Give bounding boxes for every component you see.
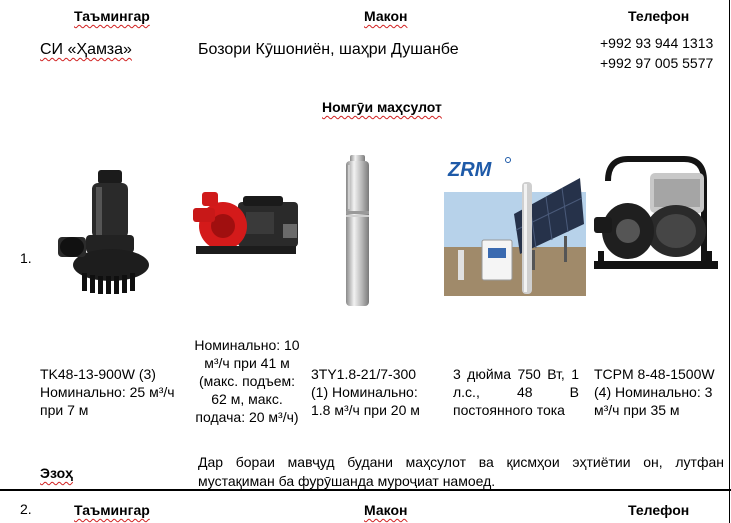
next-location-header: Макон	[364, 502, 408, 518]
borehole-pump-icon	[340, 153, 375, 310]
product-3-description: 3TY1.8-21/7-300 (1) Номинально: 1.8 м³/ч при 20 м	[311, 366, 420, 418]
next-supplier-header: Таъмингар	[74, 502, 150, 518]
red-gasoline-water-pump-icon	[188, 184, 303, 267]
product-1-description: TK48-13-900W (3) Номинально: 25 м³/ч при 7 м	[40, 366, 175, 418]
location-header: Макон	[364, 8, 408, 24]
supplier-phones	[600, 33, 713, 73]
zrm-solar-pump-kit-icon	[444, 152, 586, 296]
red-gasoline-water-pump-image	[188, 184, 303, 267]
centrifugal-pump-on-frame-image	[588, 151, 724, 282]
submersible-drainage-pump-icon	[56, 165, 152, 300]
zrm-logo-text: ZRM	[448, 159, 492, 181]
table-right-border	[729, 0, 730, 523]
zrm-solar-pump-kit-image	[444, 152, 586, 296]
product-5-description: TCPM 8-48-1500W (4) Номинально: 3 м³/ч при 35 м	[594, 366, 715, 418]
product-2-description: Номинально: 10 м³/ч при 41 м (макс. подъем: 62 м, макс. подача: 20 м³/ч)	[194, 337, 300, 425]
supplier-name	[40, 41, 132, 59]
centrifugal-pump-on-frame-icon	[588, 151, 724, 282]
phone-2: +992 97 005 5577	[600, 55, 714, 71]
supplier-location: Бозори Кӯшониён, шаҳри Душанбе	[198, 41, 459, 58]
product-4-description: 3 дюйма 750 Вт, 1 л.с., 48 В постоянного тока	[453, 366, 579, 418]
row-number: 1.	[20, 250, 32, 266]
note-text: Дар бораи мавҷуд будани маҳсулот ва қисмҳои эҳтиётии он, лутфан мустақиман ба фурӯшанда муроҷиат намоед.	[198, 454, 724, 489]
supplier-name-text: СИ «Ҳамза»	[40, 41, 132, 58]
phone-header: Телефон	[628, 8, 690, 24]
phone-1: +992 93 944 1313	[600, 35, 714, 51]
note-label: Эзоҳ	[40, 465, 73, 481]
products-title: Номгӯи маҳсулот	[322, 99, 442, 115]
next-row-number: 2.	[20, 501, 32, 517]
borehole-pump-image	[340, 153, 375, 310]
supplier-header: Таъмингар	[74, 8, 150, 24]
row-divider	[0, 489, 731, 491]
submersible-drainage-pump-image	[56, 165, 152, 300]
next-phone-header: Телефон	[628, 502, 690, 518]
